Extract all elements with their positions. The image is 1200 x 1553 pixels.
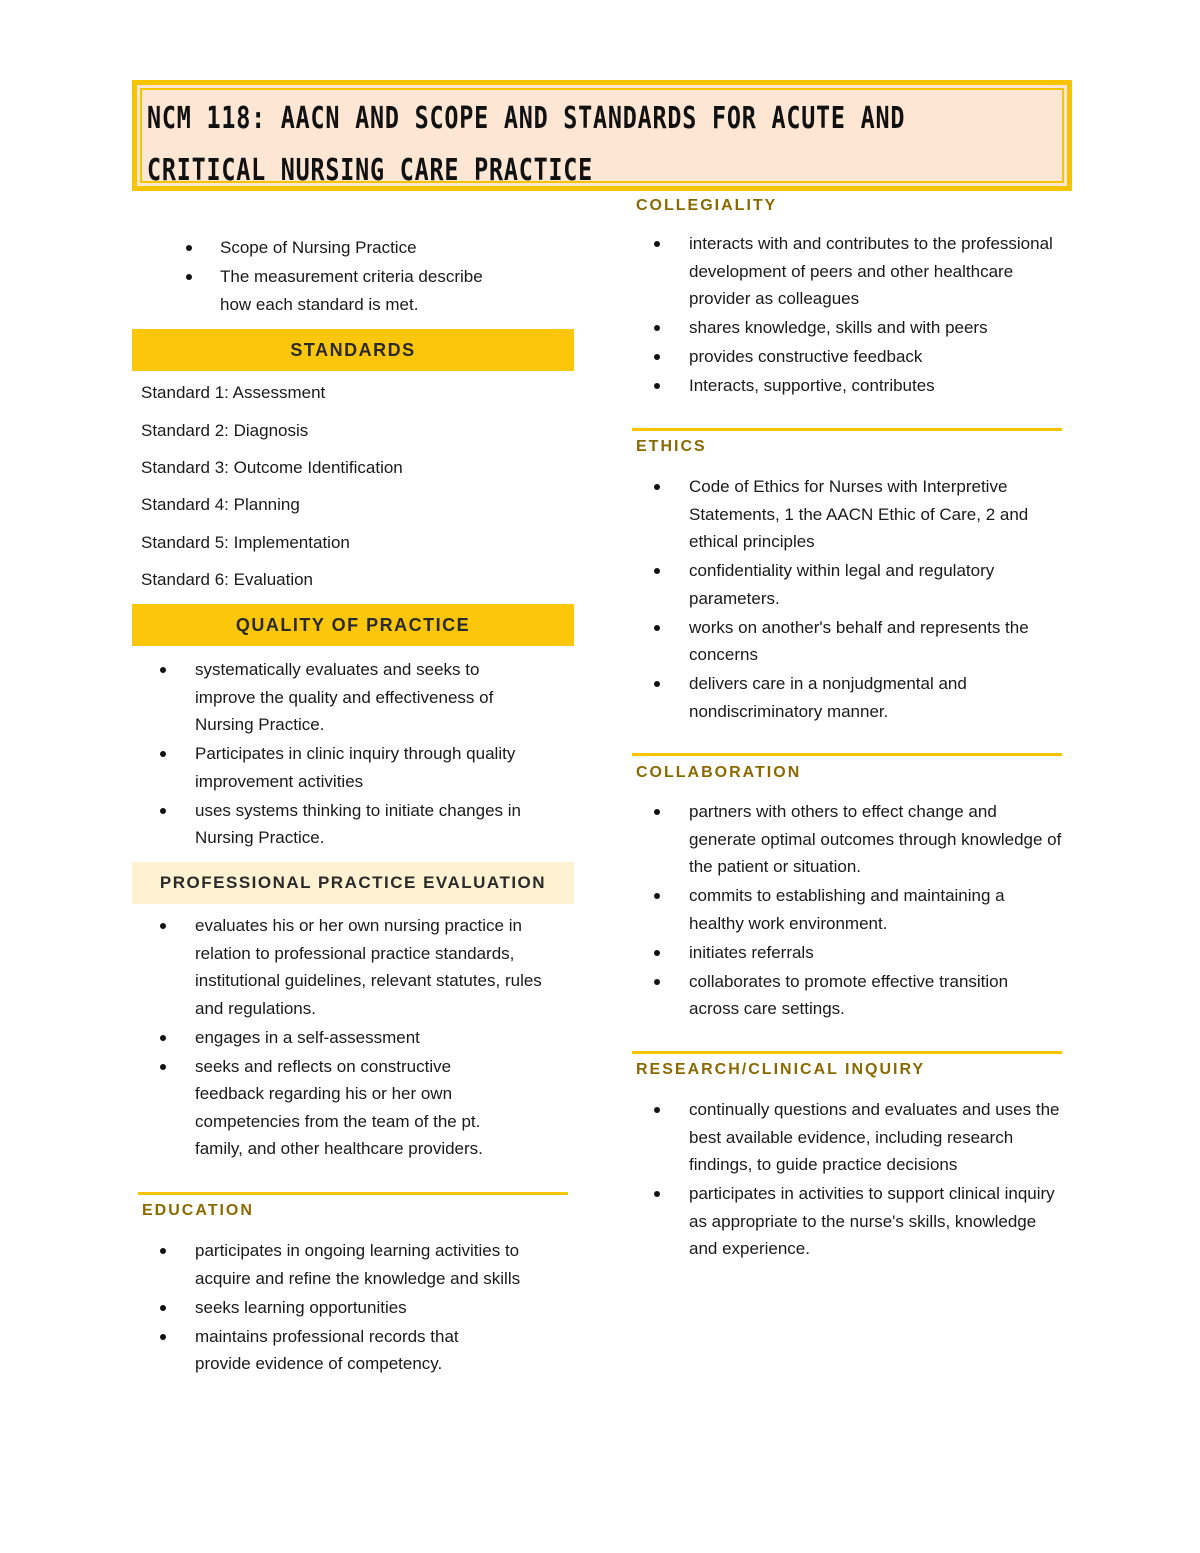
standards-heading: STANDARDS [132,329,574,371]
education-heading: EDUCATION [142,1202,254,1219]
list-item: participates in activities to support clinical inquiry as appropriate to the nurse's skills, knowledge and experience. [632,1180,1062,1263]
list-item: continually questions and evaluates and uses the best available evidence, including research findings, to guide practice decisions [632,1096,1062,1179]
title-line-1: NCM 118: AACN AND SCOPE AND STANDARDS FOR ACUTE AND [147,101,906,136]
research-heading: RESEARCH/CLINICAL INQUIRY [636,1061,926,1078]
title-box [132,80,1072,191]
list-item: seeks learning opportunities [132,1294,574,1322]
quality-list [132,656,574,853]
list-item: The measurement criteria describe how each standard is met. [132,263,500,318]
title-line-2: CRITICAL NURSING CARE PRACTICE [147,153,594,188]
list-item: maintains professional records that provide evidence of competency. [132,1323,574,1378]
list-item: Interacts, supportive, contributes [632,372,1062,400]
standard-item: Standard 3: Outcome Identification [141,458,403,477]
ethics-rule [632,428,1062,431]
page-title [147,93,1044,197]
list-item: works on another's behalf and represents the concerns [632,614,1062,669]
ethics-list [632,473,1062,727]
list-item: seeks and reflects on constructive feedback regarding his or her own competencies from the team of the pt. family, and other healthcare providers. [132,1053,574,1163]
list-item: uses systems thinking to initiate changes in Nursing Practice. [132,797,574,852]
list-item: delivers care in a nonjudgmental and nondiscriminatory manner. [632,670,1062,725]
standard-item: Standard 2: Diagnosis [141,421,309,440]
list-item: interacts with and contributes to the professional development of peers and other healthcare provider as colleagues [632,230,1062,313]
list-item: collaborates to promote effective transition across care settings. [632,968,1062,1023]
collaboration-heading: COLLABORATION [636,764,802,781]
list-item: provides constructive feedback [632,343,1062,371]
collaboration-rule [632,753,1062,756]
education-rule [138,1192,568,1195]
list-item: commits to establishing and maintaining a healthy work environment. [632,882,1062,937]
list-item: partners with others to effect change and generate optimal outcomes through knowledge of the patient or situation. [632,798,1062,881]
intro-list [132,234,574,320]
professional-list [132,912,574,1164]
quality-heading: QUALITY OF PRACTICE [132,604,574,646]
collaboration-list [632,798,1062,1024]
list-item: initiates referrals [632,939,1062,967]
list-item: evaluates his or her own nursing practice in relation to professional practice standards, institutional guidelines, relevant statutes, rules and regulations. [132,912,574,1022]
list-item: Code of Ethics for Nurses with Interpretive Statements, 1 the AACN Ethic of Care, 2 and ethical principles [632,473,1062,556]
standard-item: Standard 6: Evaluation [141,570,314,589]
research-list [632,1096,1062,1264]
list-item: Scope of Nursing Practice [132,234,574,262]
standard-item: Standard 5: Implementation [141,533,350,552]
education-list [132,1237,574,1379]
standard-item: Standard 4: Planning [141,495,300,514]
list-item: Participates in clinic inquiry through quality improvement activities [132,740,574,795]
list-item: shares knowledge, skills and with peers [632,314,1062,342]
list-item: systematically evaluates and seeks to improve the quality and effectiveness of Nursing Practice. [132,656,574,739]
list-item: engages in a self-assessment [132,1024,574,1052]
standard-item: Standard 1: Assessment [141,383,326,402]
professional-heading: PROFESSIONAL PRACTICE EVALUATION [132,862,574,904]
collegiality-heading: COLLEGIALITY [636,197,778,214]
list-item: participates in ongoing learning activities to acquire and refine the knowledge and skills [132,1237,574,1292]
collegiality-list [632,230,1062,401]
research-rule [632,1051,1062,1054]
list-item: confidentiality within legal and regulatory parameters. [632,557,1062,612]
ethics-heading: ETHICS [636,438,707,455]
